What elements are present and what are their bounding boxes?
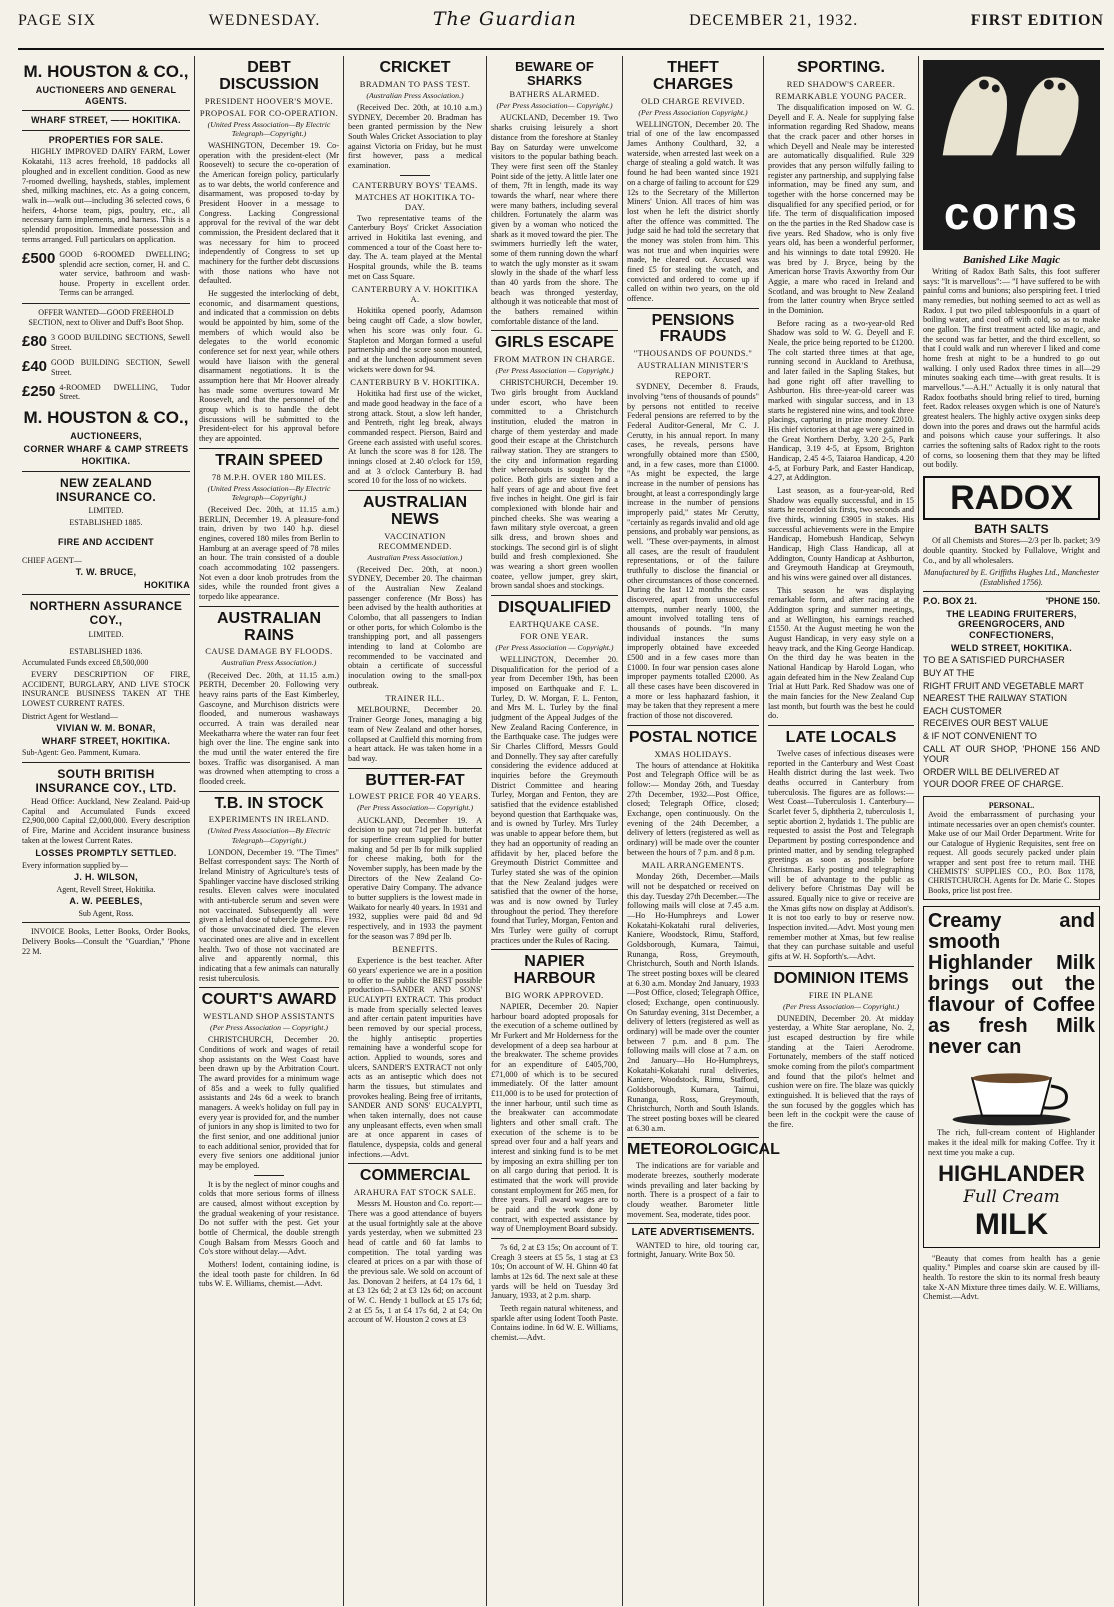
- acrostic-line: & IF NOT CONVENIENT TO: [923, 730, 1037, 741]
- subheading: ARAHURA FAT STOCK SALE.: [353, 1187, 477, 1198]
- listing-40: [22, 358, 190, 377]
- subheading: RED SHADOW'S CAREER.: [786, 78, 896, 89]
- headline-napier-harbour: NAPIER HARBOUR: [513, 953, 596, 988]
- subheading: WESTLAND SHOP ASSISTANTS: [203, 1010, 335, 1021]
- subheading: LOWEST PRICE FOR 40 YEARS.: [348, 791, 481, 802]
- divider: [768, 725, 914, 726]
- article-body: WELLINGTON, December 20. The trial of one of the law encompassed James Anthony Coulthard, 32, a waterside, when arrested last week on a charge of stealing a gold watch. It was found he had been wanted since 1921 on a charge of failing to account for £29 12s to the Secretary of the Millerton Miners' Union. All traces of him was lost when he left the district shortly after the offence was committed. The judge said he had told the secretary that the money was stolen from him. This was not true and when inquiries were made, he cleared out. Accused was fined £5 for stealing the watch, and convicted and ordered to come up if called on within two years, on the old offence.: [627, 119, 759, 303]
- radox-subtitle: BATH SALTS: [974, 522, 1049, 537]
- personal-advertisement: [923, 796, 1100, 900]
- agent-name: A. W. PEEBLES,: [69, 896, 143, 907]
- listing-price: £40: [22, 358, 48, 376]
- headline-late-locals: LATE LOCALS: [785, 729, 897, 747]
- offer-listing: OFFER WANTED—GOOD FREEHOLD SECTION, next to Oliver and Duff's Boot Shop.: [28, 308, 184, 327]
- article-body: The indications are for variable and moderate breezes, southerly moderate winds prevailing and later backing by north. There is a prospect of a fair to cloudy weather. Barometer little movement. Sea, moderate, tides poor.: [627, 1161, 759, 1219]
- page-number: PAGE SIX: [18, 12, 97, 29]
- article-body: (Received Dec. 20th, at 11.15 a.m.) BERLIN, December 19. A pleasure-fond train, driven by two 140 h.p. diesel engines, covered 180 miles from Berlin to Hamburg at an average speed of 78 miles an hour. The train consisted of a double coach accommodating 102 passengers. Not even a door knob protrudes from the sides, while the rounded front gives a torpedo like appearance.: [199, 505, 339, 602]
- subheading: EARTHQUAKE CASE.: [509, 618, 600, 629]
- firm-description: AUCTIONEERS,: [70, 430, 142, 441]
- firm-name: M. HOUSTON & CO.,: [23, 407, 189, 427]
- subheading: 78 M.P.H. OVER 180 MILES.: [211, 471, 327, 482]
- article-body: NAPIER, December 20. Napier harbour board adopted proposals for the execution of a scheme outlined by Mr Furkert and Mr Holderness for the development of a deep sea harbour at the breakwater. The scheme provides for an expenditure of £405,700, £71,000 of which is to be secured immediately. Of the latter amount £11,000 is to be used for protection of the inner harbour, until such time as the breakwater can accommodate lighters and other small craft. The execution of the scheme is to be spread over four and a half years and interest and sinking fund is to be met by imposing an extra shilling per ton on all cargo during that period. It is estimated that the work will provide constant employment for 265 men, for three years. Full award wages are to be paid and the work done by contract, with expected assistance by way of Unemployment Board subsidy.: [491, 1001, 618, 1234]
- advertisement-text: It is by the neglect of minor coughs and colds that more serious forms of illness are caused, almost without exception by the gradual weakening of your resistance. Do not suffer with the pest. Get your bottle of Chermical, the double strength Cough Balsam from Messrs Gooch and Co's store without delay.—Advt.: [199, 1179, 339, 1257]
- masthead: [18, 8, 1104, 50]
- article-body: The disqualification imposed on W. G. Deyell and F. A. Neale for supplying false information regarding Red Shadow, means that the crack pacer and other horses in which Deyell and Neale may be interested are automatically disqualified. Rule 329 provides that any person wilfully failing to register any partnership, and supplying false information, may be fined any sum, and together with the horse concerned may be disqualified for any specified period, or for life. The term of disqualification imposed on the the parties in the Red Shadow case is five years. Red Shadow, who is only five years old, has been a wonderful performer, and his winnings to date total £9920. He was bred by J. Bryce, being by the American horse Travis Axworthy from Our Aggie, a mare who raced in Ireland and Scotland, and was brought to New Zealand from the latter country when Bryce settled in the Dominion.: [768, 102, 914, 315]
- divider: [22, 110, 190, 111]
- divider: [491, 1238, 618, 1239]
- article-body: WASHINGTON, December 19. Co-operation with the president-elect (Mr Roosevelt) to secure the co-operation of the American foreign policy, particularly as to war debts, the world conference and disarmament, was proposed to-day by President Hoover in a message to Congress. Lacking Congressional approval for the revival of the war debt commission, the President declared that it was necessary for him to proceed independently of Congress to set up machinery for the further debt discussions with those nations who have not defaulted.: [199, 141, 339, 286]
- subheading: BATHERS ALARMED.: [509, 89, 600, 100]
- coffee-cup-icon: [928, 1058, 1095, 1128]
- acrostic-line: YOUR DOOR FREE OF CHARGE.: [923, 779, 1064, 790]
- article-body: (Received Dec. 20th, at 10.10 a.m.) SYDNEY, December 20. Bradman has been granted permission by the New South Wales Cricket Association to play against Victoria on Friday, but he must first however, pass a medical examination.: [348, 103, 482, 171]
- press-credit: Australian Press Association.): [221, 658, 317, 668]
- company-limited: LIMITED.: [88, 506, 124, 516]
- divider: [22, 922, 190, 923]
- column-6-news: [764, 56, 919, 1606]
- invoice-books-ad: INVOICE Books, Letter Books, Order Books, Delivery Books—Consult the "Guardian," 'Phone 22 M.: [22, 927, 190, 956]
- insurance-company-name: NORTHERN ASSURANCE COY.,: [29, 599, 183, 628]
- listing-500: [22, 250, 190, 297]
- listing-text: 3 GOOD BUILDING SECTIONS, Sewell Street.: [51, 333, 190, 352]
- corns-advertisement-image: [923, 60, 1100, 250]
- headline-theft-charges: THEFT CHARGES: [652, 59, 733, 93]
- subheading: REMARKABLE YOUNG PACER.: [775, 90, 907, 101]
- subheading: OLD CHARGE REVIVED.: [641, 95, 745, 106]
- subheading: FROM MATRON IN CHARGE.: [493, 354, 616, 365]
- subheading: VACCINATION RECOMMENDED.: [378, 530, 452, 551]
- fruiterers-address: WELD STREET, HOKITIKA.: [950, 642, 1073, 653]
- subheading: CANTERBURY BOYS' TEAMS.: [352, 179, 478, 190]
- divider: [491, 595, 618, 596]
- column-5-news: [623, 56, 780, 1606]
- headline-late-advertisements: LATE ADVERTISEMENTS.: [631, 1227, 755, 1239]
- corns-ad-body: Writing of Radox Bath Salts, this foot sufferer says: "It is marvellous":— "I have suffered to be with painful corns and bunions; also perspiring feet. I tried many remedies, but nothing seemed to act as well as Radox. I put two piled tablespoonfuls in a quart of boiling water, and cool off with cold, so as to make one gallon. The first treatment acted like magic, and the second was far better, and the third excellent, so that I could walk and run wherever I liked and come home fresh at night to be a hundred to go out walking. I only used Radox three times in all—29 minutes soaking each time—with great results. It is marvellous."—A.H." Actually it is only natural that Radox footbaths should bring relief to tired, burning feet. Radox releases oxygen which is one of Nature's greatest healers. The highly active oxygen sinks deep down into the pores and draws out the harmful acids and poisons which cause your sufferings. It also carries the softening salts of Radox right to the roots of corns, so loosening them that they may be lifted out bodily.: [923, 266, 1100, 470]
- phone-number: 'PHONE 150.: [1045, 596, 1100, 607]
- press-credit: Australian Press Association.): [367, 552, 463, 562]
- article-body: The hours of attendance at Hokitika Post and Telegraph Office will be as follow:— Monday 26th, and Tuesday 27th December, 1932—Post Office, closed; Telegraph Office, closed; Exchange, open continuously. On the evening of the 24th December, a delivery of letters (registered as well as ordinary) will be made over the counter between the hours of 7 p.m. and 8 p.m.: [627, 760, 759, 857]
- subheading: FIRE IN PLANE: [808, 989, 874, 1000]
- press-credit: (United Press Association—By Electric Telegraph—Copyright.): [207, 483, 331, 502]
- article-body: Monday 26th, December.—Mails will not be despatched or received on this day. Tuesday 27th December.—The following mails will close at 7.45 a.m.—Ho Ho-Humphreys and Lower Kokatahi-Kokatahi rural deliveries, Kaniere, Woodstock, Rimu, Stafford, Goldsborough, Kumara, Taimui, Runanga, Ross, Greymouth, Christchurch, South and North Islands. The street posting boxes will be cleared at 6.30 a.m. Monday 2nd January, 1933—Post Office, closed; Telegraph Office, closed; Exchange, open continuously. On Saturday evening, 31st December, a delivery of letters (registered as well as ordinary) will be made over the counter between 7 p.m. and 8 p.m. The following mails will close at 7 a.m. on 2nd January—Ho Ho-Humphreys, Kokatahi-Kokatahi rural deliveries, Kaniere, Woodstock, Rimu, Stafford, Goldsborough, Kumara, Taimui, Runanga, Ross, Greymouth, Christchurch, North and South Islands. The street posting boxes will be cleared at 6.30 a.m.: [627, 872, 759, 1133]
- headline-courts-award: COURT'S AWARD: [201, 991, 337, 1009]
- press-credit: (Per Press Association — Copyright.): [495, 642, 614, 652]
- subheading: CANTERBURY A V. HOKITIKA A.: [351, 284, 479, 305]
- headline-postal-notice: POSTAL NOTICE: [628, 728, 758, 746]
- headline-debt-discussion: DEBT DISCUSSION: [219, 59, 319, 93]
- accumulated-funds: Accumulated Funds exceed £8,500,000: [22, 658, 149, 668]
- firm-address: WHARF STREET, —— HOKITIKA.: [31, 115, 181, 126]
- divider: [923, 591, 1100, 592]
- weekday: WEDNESDAY.: [208, 12, 321, 29]
- acrostic-line: BUY AT THE: [923, 667, 975, 678]
- press-credit: (Per Press Association— Copyright.): [782, 1001, 900, 1011]
- divider: [491, 330, 618, 331]
- acrostic-line: RECEIVES OUR BEST VALUE: [923, 718, 1049, 729]
- column-3-news: [344, 56, 487, 1606]
- divider: [627, 1137, 759, 1138]
- article-body: 7s 6d, 2 at £3 15s; On account of T. Creagh 3 steers at £5 5s, 1 stag at £3 10s; On account of W. H. Ghinn 40 fat lambs at 12s 6d. The next sale at these yards will be held on Tuesday 3rd January, 1933, at 2 p.m. sharp.: [491, 1242, 618, 1301]
- headline-girls-escape: GIRLS ESCAPE: [494, 334, 615, 352]
- article-body: (Received Dec. 20th, at 11.15 a.m.) PERTH, December 20. Following very heavy rains parts of the East Kimberley, Gascoyne, and Murchison districts were flooded, and numerous washaways occurred. A train was derailed near Meekatharra where the water ran four feet high over the line. The engine sank into the mud until the water entered the fire boxes. Traffic was disorganised. A man was drowned when attempting to cross a flooded creek.: [199, 670, 339, 786]
- firm-description: AUCTIONEERS AND GENERAL AGENTS.: [35, 85, 177, 106]
- article-body: Hokitika had first use of the wicket, and made good headway in the face of a strong attack. Stout, a slow left hander, and Pentreth, right leg break, always commanded respect. Pierson, Baird and Greene each assisted with useful scores. At lunch the score was 8 for 128. The innings closed at 2.40 o'clock for 159, and at 3 o'clock Canterbury B. had scored 10 for the loss of no wickets.: [348, 389, 482, 486]
- information-label: Every information supplied by—: [22, 860, 128, 870]
- subheading: CANTERBURY B V. HOKITIKA.: [350, 377, 480, 388]
- beauty-advertisement: "Beauty that comes from health has a genie quality." Pimples and coarse skin are caused by ill-health. To restore the skin to its normal fresh beauty take X-AN Mixture three times daily. W. E. Williams, Chemist.—Advt.: [923, 1253, 1100, 1302]
- press-credit: (Australian Press Association.): [366, 90, 464, 100]
- listing-price: £500: [22, 250, 56, 268]
- advertisement-text: Experience is the best teacher. After 60 years' experience we are in a position to offer to the public the BEST possible production—SANDER AND SONS' EUCALYPTI EXTRACT. This product is made from specially selected leaves and after certain patent impurities have been removed by our special process, the highly antiseptic properties remaining have a wonderful scope for action. Applied to wounds, sores and ulcers, SANDER'S EXTRACT not only acts as an antiseptic which does not harm the tissues, but stimulates and provokes healing. Being free of irritants, SANDER AND SONS' EUCALYPTI, when taken internally, does not cause any unpleasant effects, even when small are at once apparent in cases of flatulence, dyspepsia, colds and general infections.—Advt.: [348, 956, 482, 1159]
- divider: [199, 791, 339, 792]
- feet-illustration-icon: [923, 66, 1100, 166]
- listing-price: £80: [22, 333, 48, 351]
- divider: [627, 1223, 759, 1224]
- subheading: EXPERIMENTS IN IRELAND.: [208, 814, 330, 825]
- headline-dominion-items: DOMINION ITEMS: [773, 969, 909, 987]
- article-body: AUCKLAND, December 19. Two sharks cruising leisurely a short distance from the foreshore at Stanley Bay on Saturday were unwelcome visitors to the popular bathing beach. They were first seen off the Stanley Point side of the jetty. A little later one of them, 7ft in length, made its way towards the wharf, near where there were many bathers, including several children. Fortunately the alarm was given by a woman who noticed the shark as it moved toward the pier. The swimmers hurriedly left the water, some of them running down the wharf to watch the ugly monster as it swam slowly in the shade of the wharf less than 40 yards from the shore. The beach was thronged yesterday, although it was noticeable that most of the bathers remained within comfortable distance of the land.: [491, 113, 618, 326]
- article-body: Two representative teams of the Canterbury Boys' Cricket Association arrived in Hokitika last evening, and commenced a tour of the Coast here to-day. The A. team played at the Mental Hospital grounds, while the B. teams met on Cass Square.: [348, 213, 482, 281]
- divider: [348, 1163, 482, 1164]
- highlander-brand: HIGHLANDER: [938, 1161, 1085, 1187]
- listing-text: 4-ROOMED DWELLING, Tudor Street.: [59, 383, 190, 402]
- divider: [491, 949, 618, 950]
- milk-body: The rich, full-cream content of Highlander makes it the ideal milk for making Coffee. Try it next time you make a cup.: [928, 1128, 1095, 1157]
- subheading: TRAINER ILL.: [385, 693, 445, 704]
- personal-body: Avoid the embarrassment of purchasing your intimate necessaries over an open chemist's counter. Make use of our Mail Order Department. Write for our Catalogue of Hygienic Requisites, sent free on request. All goods securely packed under plain wrapper and sent post free to return mail. THE CHEMISTS' SUPPLIES CO., P.O. Box 1178, CHRISTCHURCH. Agents for Dr. Marie C. Stopes Books, price list post free.: [928, 810, 1095, 895]
- listing-price: £250: [22, 383, 56, 401]
- acrostic-line: EACH CUSTOMER: [923, 705, 1002, 716]
- subheading: BIG WORK APPROVED.: [505, 989, 604, 1000]
- article-body: He suggested the interlocking of debt, economic, and disarmament questions, and indicated that a commission on debts would be appointed by him, some of the members of which would also be delegates to the world economic conference set for next year, while others would have liaison with the general disarmament negotiations. It is the assumption here that Mr Hoover already has made some overtures toward Mr Roosevelt, and that the personnel of the group which is to handle the debt discussions will be submitted to the President-elect for his approval before they are appointed.: [199, 289, 339, 444]
- fruiterers-heading: THE LEADING FRUITERERS, GREENGROCERS, AND CONFECTIONERS,: [946, 608, 1077, 641]
- press-credit: (Per Press Association — Copyright.): [495, 366, 614, 376]
- article-body: SYDNEY, December 8. Frauds, involving "tens of thousands of pounds" by persons not entitled to receive Federal pensions are referred to by the Federal Auditor-General, Mr C. J. Cerutty, in his annual report. In many cases, he reveals, persons have wrongfully obtained more than £500, and, in a few cases, more than £1000. "As might be expected, the large increase in the number of pensions has brought, at least a correspondingly large increase in the number of pensions improperly paid," states Mr Cerutty, "certainly as regards invalid and old age pensions, and probably war pensions, as well. "These over-payments, in almost all cases, are the result of fraudulent representations, or of the failure truthfully to disclose the financial or other circumstances of those concerned. During the last 12 months the cases discovered, apart from unsuccessful attempts, number nearly 1000, the amount involved totalling tens of thousands of pounds. "In many individual instances the sums improperly obtained have exceeded £500 and in a few cases more than £1000. In four war pension cases alone improper payments totalled £2000. As all these cases have been discovered in a more or less haphazard fashion, it may be taken that they represent a mere fraction of those not discovered.: [627, 382, 759, 721]
- paper-title: The Guardian: [432, 8, 577, 30]
- contact-row: [923, 596, 1100, 607]
- divider: [400, 175, 430, 176]
- agent-name: T. W. BRUCE,: [75, 567, 137, 577]
- divider: [627, 725, 759, 726]
- radox-manufacturer: Manufactured by E. Griffiths Hughes Ltd., Manchester (Established 1756).: [923, 568, 1100, 587]
- edition-label: FIRST EDITION: [970, 12, 1104, 29]
- divider: [199, 987, 339, 988]
- headline-sporting: SPORTING.: [796, 59, 885, 76]
- listing-text: GOOD BUILDING SECTION, Sewell Street.: [51, 358, 190, 377]
- listing-80: [22, 333, 190, 352]
- headline-train-speed: TRAIN SPEED: [215, 451, 323, 469]
- headline-disqualified: DISQUALIFIED: [498, 599, 611, 617]
- agent-address: Agent, Revell Street, Hokitika.: [56, 884, 156, 894]
- established-year: ESTABLISHED 1836.: [69, 646, 143, 656]
- agent-label: CHIEF AGENT—: [22, 555, 82, 565]
- headline-tb-in-stock: T.B. IN STOCK: [214, 794, 324, 812]
- advertisement-text: Teeth regain natural whiteness, and sparkle after using Iodent Tooth Paste. Contains iodine. In 6d W. E. Williams, chemist.—Advt.: [491, 1303, 618, 1342]
- article-body: Hokitika opened poorly, Adamson being caught off Cade, a slow bowler, when his score was only four. G. Stapleton and Morgan formed a useful partnership and the score soon mounted, and at the luncheon adjournment seven wickets were down for 94.: [348, 306, 482, 374]
- established-year: ESTABLISHED 1885.: [69, 517, 143, 527]
- losses-settled: LOSSES PROMPTLY SETTLED.: [35, 848, 177, 859]
- press-credit: (Per Press Association— Copyright.): [356, 803, 474, 813]
- article-body: DUNEDIN, December 20. At midday yesterday, a White Star aeroplane, No. 2, just escaped destruction by fire while standing at the Taieri Aerodrome. Fortunately, members of the staff noticed smoke coming from the pilot's compartment and found that the pilot's helmet and cushion were on fire. The blaze was quickly extinguished. It is believed that the rays of the sun focused by the goggles which has been left in the cockpit were the cause of the fire.: [768, 1013, 914, 1130]
- article-body: AUCKLAND, December 19. A decision to pay out 71d per lb. butterfat for superfine cream supplied for butter making and 5d per lb for milk supplied for cheese making, both for the November supply, has been made by the Directors of the New Zealand Co-operative Dairy Company. The advance to butter suppliers is the lowest made in Waikato for nearly 40 years. In 1931 and 1932, supplies were paid 8d and 9d respectively, and in 1933 the payment for the season was 7 89d per lb.: [348, 815, 482, 941]
- divider: [199, 448, 339, 449]
- subheading: PROPOSAL FOR CO-OPERATION.: [199, 107, 339, 118]
- article-body: This season he was displaying remarkable form, and after racing at the Addington spring and summer meetings, and at Wellington, his earnings reached £1550. At the August meeting he won the August Handicap, in very easy style on a heavy track, and the King George Handicap. On the third day he was beaten in the National Handicap by Harold Logan, who again defeated him in the New Zealand Cup Trial at Hutt Park. Red Shadow was one of the main fancies for the New Zealand Cup last month, but fourth was the best he could do.: [768, 585, 914, 721]
- acrostic-line: ORDER WILL BE DELIVERED AT: [923, 766, 1060, 777]
- insurance-company-name: NEW ZEALAND INSURANCE CO.: [56, 475, 156, 504]
- subheading: MAIL ARRANGEMENTS.: [641, 860, 745, 871]
- divider: [199, 606, 339, 607]
- press-credit: (United Press Association—By Electric Telegraph—Copyright.): [207, 119, 331, 138]
- highlander-milk-advertisement: [923, 906, 1100, 1247]
- headline-meteorological: METEOROLOGICAL: [627, 1141, 780, 1159]
- agent-address: Sub Agent, Ross.: [78, 909, 134, 918]
- po-box: P.O. BOX 21.: [923, 596, 977, 607]
- headline-beware-of-sharks: BEWARE OF SHARKS: [515, 59, 594, 88]
- headline-pensions-frauds: PENSIONS FRAUDS: [651, 311, 735, 346]
- article-body: Last season, as a four-year-old, Red Shadow was equally successful, and in 15 starts he recorded six firsts, two seconds and five thirds, winning £3905 in stakes. His successful achievements were in the Empire Handicap, Homebush Handicap, Selwyn Handicap, High Class Handicap, all at Addington, County Handicap at Ashburton, and Greymouth Handicap at Greymouth, and his wins were gained over all distances.: [768, 486, 914, 583]
- firm-address: CORNER WHARF & CAMP STREETS: [23, 443, 189, 454]
- column-1-advertisements: [18, 56, 195, 1606]
- article-body: Messrs M. Houston and Co. report:—There was a good attendance of buyers at the usual fortnightly sale at the above yards yesterday, when we submitted 23 head of cattle and 60 fat lambs to competition. The total yarding was cleared at prices on a par with those of the previous sale. We sold on account of Jas. Donovan 2 heifers, at £4 17s 6d, 1 at £3 12s 6d; 2 at £3 12s 6d; on account of W. C. Hendy 1 bullock at £5 17s 6d; 2 at £5 5s, 1 at £4 17s 6d, 2 at £4; On account of W. Houston 2 cows at £3: [348, 1199, 482, 1325]
- subheading: MATCHES AT HOKITIKA TO-DAY.: [355, 191, 475, 212]
- subheading: "THOUSANDS OF POUNDS.": [633, 348, 753, 359]
- company-limited: LIMITED.: [88, 629, 124, 639]
- divider: [254, 1175, 284, 1176]
- agent-name: J. H. WILSON,: [74, 872, 138, 883]
- listing-text: GOOD 6-ROOMED DWELLING; splendid acre section, corner, H. and C. water service, bathroom and wash-house. Property in excellent order. Terms can be arranged.: [59, 250, 190, 297]
- agent-address: WHARF STREET, HOKITIKA.: [41, 735, 171, 746]
- divider: [22, 303, 190, 304]
- press-credit: (Per Press Association — Copyright.): [209, 1023, 329, 1032]
- article-body: CHRISTCHURCH, December 19. Two girls brought from Auckland under escort, who have been committed to a Christchurch institution, eluded the matron in charge of them yesterday and made good their escape at the Christchurch railway station. They are strangers to the city and information regarding their whereabouts is sought by the police. Both girls are sixteen and a half years of age and about five feet five inches in height. One girl is fair complexioned with blonde hair and pinched cheeks. She was wearing a fawn military style overcoat, a green silk dress, and brown shoes and stockings. The second girl is of slight build and fresh complexioned. She was wearing a short green woollen coatee, yellow jumper, grey skirt, brown sandal shoes and stockings.: [491, 378, 618, 591]
- classified-ad: WANTED to hire, old touring car, fortnight, January. Write Box 50.: [627, 1240, 759, 1260]
- article-body: Twelve cases of infectious diseases were reported in the Canterbury and West Coast Health district during the last week. Two deaths occurred in Canterbury from tuberculosis. The figures are as follows:—West Coast—Tuberculosis 1. Canterbury—Scarlet fever 5, diphtheria 2, tuberculosis 1, septic abortion 2, hydatids 1. The public are requested to assist the Post and Telegraph Department by posting correspondence and printed matter, and by sending telegraphed greetings as soon as possible before Christmas. Early posting and telegraphing will be of advantage to the public as delivery before Christmas Day will be assured. Equally nice to give or receive are the Xmas gifts now on display at Addison's. It is not too early to buy or reserve now. Inspection invited.—Advt. Most young men remember mother at Xmas, but few realise that they can purchase suitable and useful gifts at W. H. Sopforth's.—Advt.: [768, 748, 914, 962]
- article-body: LONDON, December 19. "The Times" Belfast correspondent says: The North of Ireland Ministry of Agriculture's tests of Spahlinger vaccine have disclosed striking results. Eleven calves were inoculated with anti-tubercle serum and seven were not vaccinated. Subsequently all were given a lethal dose of tubercle germs. Five of those unvaccinated died. The eleven vaccinated ones are alive and in excellent health. Two of those not vaccinated are alive and apparently normal, this indicating that a few animals can naturally resist tuberculosis.: [199, 847, 339, 983]
- acrostic-line: NEAREST THE RAILWAY STATION: [923, 693, 1068, 704]
- issue-date: DECEMBER 21, 1932.: [689, 12, 859, 29]
- press-credit: (Per Press Association Copyright.): [638, 107, 748, 117]
- divider: [348, 490, 482, 491]
- divider: [22, 762, 190, 763]
- divider: [22, 471, 190, 472]
- headline-commercial: COMMERCIAL: [359, 1167, 471, 1185]
- column-4-news: [487, 56, 623, 1606]
- subheading: AUSTRALIAN MINISTER'S REPORT.: [637, 360, 749, 381]
- full-cream-label: Full Cream: [963, 1187, 1060, 1208]
- milk-headline: Creamy and smooth Highlander Milk brings out the flavour of Coffee as fresh Milk never can: [928, 910, 1095, 1059]
- subheading: FOR ONE YEAR.: [520, 630, 589, 641]
- corns-tagline: Banished Like Magic: [962, 254, 1061, 266]
- divider: [768, 966, 914, 967]
- headline-cricket: CRICKET: [379, 59, 451, 76]
- firm-name: M. HOUSTON & CO.,: [23, 62, 189, 81]
- press-credit: (Per Press Association— Copyright.): [496, 101, 613, 111]
- article-body: WELLINGTON, December 20. Disqualification for the period of a year from December 19th, has been imposed on Earthquake and F. L. Turley, D. W. Morgan, F. L. Fenton, and Mrs M. L. Turley by the final judgment of the Appeal Judges of the New Zealand Racing Conference, in the Earthquake case. The judges were Sir Charles Clifford, Messrs Gould and Donnelly. They say after carefully considering the evidence adduced at inquiries before the Greymouth District Committee and hearing Turley, Morgan and Fenton, they are satisfied that the evidence established beyond question that Earthquake was, and is owned by Turley. Mrs Turley was unable to appear before them, but they had an opportunity of reading an affidavit by her, placed before the Greymouth District Committee and Turley stated she was of the opinion that the New Zealand judges were satisfied that the owner of the horse, was and is now owned by Turley throughout the period. They therefore found that Turley, Morgan, Fenton and Mrs Turley were guilty of corrupt practices under the Rules of Racing.: [491, 655, 618, 945]
- properties-heading: PROPERTIES FOR SALE.: [48, 134, 164, 145]
- headline-australian-news: AUSTRALIAN NEWS: [363, 493, 467, 528]
- divider: [627, 308, 759, 309]
- listing-250: [22, 383, 190, 402]
- headline-butter-fat: BUTTER-FAT: [365, 771, 465, 789]
- article-body: MELBOURNE, December 20. Trainer George Jones, managing a big team of New Zealand and other horses, collapsed at Caulfield this morning from a heart attack. He was taken home in a bad way.: [348, 705, 482, 763]
- personal-heading: PERSONAL.: [988, 800, 1035, 810]
- milk-label: MILK: [974, 1208, 1049, 1242]
- head-office-details: Head Office: Auckland, New Zealand. Paid-up Capital and Accumulated Funds exceed £2,900,000 Capital £2,000,000. Every description of Fire, Marine and Accident insurance business taken at the lowest Current Rates.: [22, 796, 190, 845]
- insurance-description: EVERY DESCRIPTION OF FIRE, ACCIDENT, BURGLARY, AND LIVE STOCK INSURANCE BUSINESS TAKEN AT THE LOWEST CURRENT RATES.: [22, 669, 190, 708]
- advertisement-text: Mothers! Iodent, containing iodine, is the ideal tooth paste for children. In 6d tubs W. E. Williams, chemist.—Advt.: [199, 1259, 339, 1289]
- insurance-company-name: SOUTH BRITISH INSURANCE COY., LTD.: [35, 766, 177, 795]
- article-body: (Received Dec. 20th, at noon.) SYDNEY, December 20. The chairman of the Australian New Zealand passenger conference (Mr Boss) has been advised by the health authorities at Colombo, that all passengers to Indian or other ports, for which Colombo is the transhipping port, and all passengers intending to land at Colombo are recommended to be vaccinated and obtain a certificate of successful inoculation owing to the small-pox outbreak.: [348, 564, 482, 690]
- article-body: Before racing as a two-year-old Red Shadow was sold to W. G. Deyell and F. Neale, the price being reported to be £1200. The colt started three times at that age, running second in Auckland to Arethusa, and later failed in the Sapling Stakes, but had gone right off after travelling to Ashburton. His three-year-old career was marked with singular success, and in 13 starts he registered nine wins, and took three placings, capturing in prize money £2010. His chief victories at that age were gained in the Great Northern Derby, 3.20 2-5, Park Handicap, 3.19 4-5, at Epsom, Brighton Handicap, 2.45 4-5, Taiaroa Handicap, 4.20 4-5, at Forbury Park, and Easter Handicap, 4.27, at Addington.: [768, 318, 914, 483]
- headline-australian-rains: AUSTRALIAN RAINS: [217, 609, 321, 644]
- firm-town: HOKITIKA.: [81, 456, 131, 467]
- corns-title: corns: [943, 186, 1080, 239]
- acrostic-line: RIGHT FRUIT AND VEGETABLE MART: [923, 680, 1084, 691]
- divider: [22, 130, 190, 131]
- article-body: CHRISTCHURCH, December 20. Conditions of work and wages of retail shop assistants on the West Coast have been drawn up by the Arbitration Court. The award provides for a minimum wage of 85s and a week to fully qualified assistants and 24s 6d a week to branch managers. A week's holiday on full pay in every year is provided for, and the number of juniors in any shop is limited to two for the first senior, and one additional junior to each additional senior, provided that for every five seniors one additional junior may be employed.: [199, 1035, 339, 1170]
- farm-listing: HIGHLY IMPROVED DAIRY FARM, Lower Kokatahi, 113 acres freehold, 18 paddocks all ploughed and in excellent condition. Good as new 7-roomed dwelling, haysheds, stables, implement shed, milking machines, etc. As a going concern, walk in—walk out—including 36 selected cows, 6 heifers, 4-horse team, pigs, poultry, etc., all necessary farm implements, and harness. This is a splendid proposition. Immediate possession and terms arranged. Full particulars on application.: [22, 147, 190, 244]
- insurance-lines: FIRE AND ACCIDENT: [58, 536, 154, 547]
- agent-label: District Agent for Westland—: [22, 711, 118, 721]
- subheading: BENEFITS.: [392, 944, 438, 955]
- press-credit: (United Press Association—By Electric Telegraph—Copyright.): [207, 826, 331, 845]
- agent-name: VIVIAN W. M. BONAR,: [56, 722, 156, 733]
- radox-stockists: Of all Chemists and Stores—2/3 per lb. packet; 3/9 double quantity. Stocked by Fullalove, Wright and Co., and by all wholesalers.: [923, 536, 1100, 565]
- divider: [22, 594, 190, 595]
- subheading: XMAS HOLIDAYS.: [654, 748, 732, 759]
- acrostic-line: CALL AT OUR SHOP, 'PHONE 156 AND YOUR: [923, 743, 1100, 765]
- column-2-news: [195, 56, 344, 1606]
- subheading: CAUSE DAMAGE BY FLOODS.: [205, 646, 333, 657]
- divider: [348, 768, 482, 769]
- subheading: PRESIDENT HOOVER'S MOVE.: [204, 95, 334, 106]
- acrostic-line: TO BE A SATISFIED PURCHASER: [923, 655, 1065, 666]
- agent-town: HOKITIKA: [144, 579, 190, 590]
- column-7-advertisements: [919, 56, 1104, 1606]
- sub-agent: Sub-Agent: Geo. Pamment, Kumara.: [22, 748, 141, 758]
- subheading: BRADMAN TO PASS TEST.: [359, 78, 471, 89]
- radox-logo: RADOX: [923, 476, 1100, 520]
